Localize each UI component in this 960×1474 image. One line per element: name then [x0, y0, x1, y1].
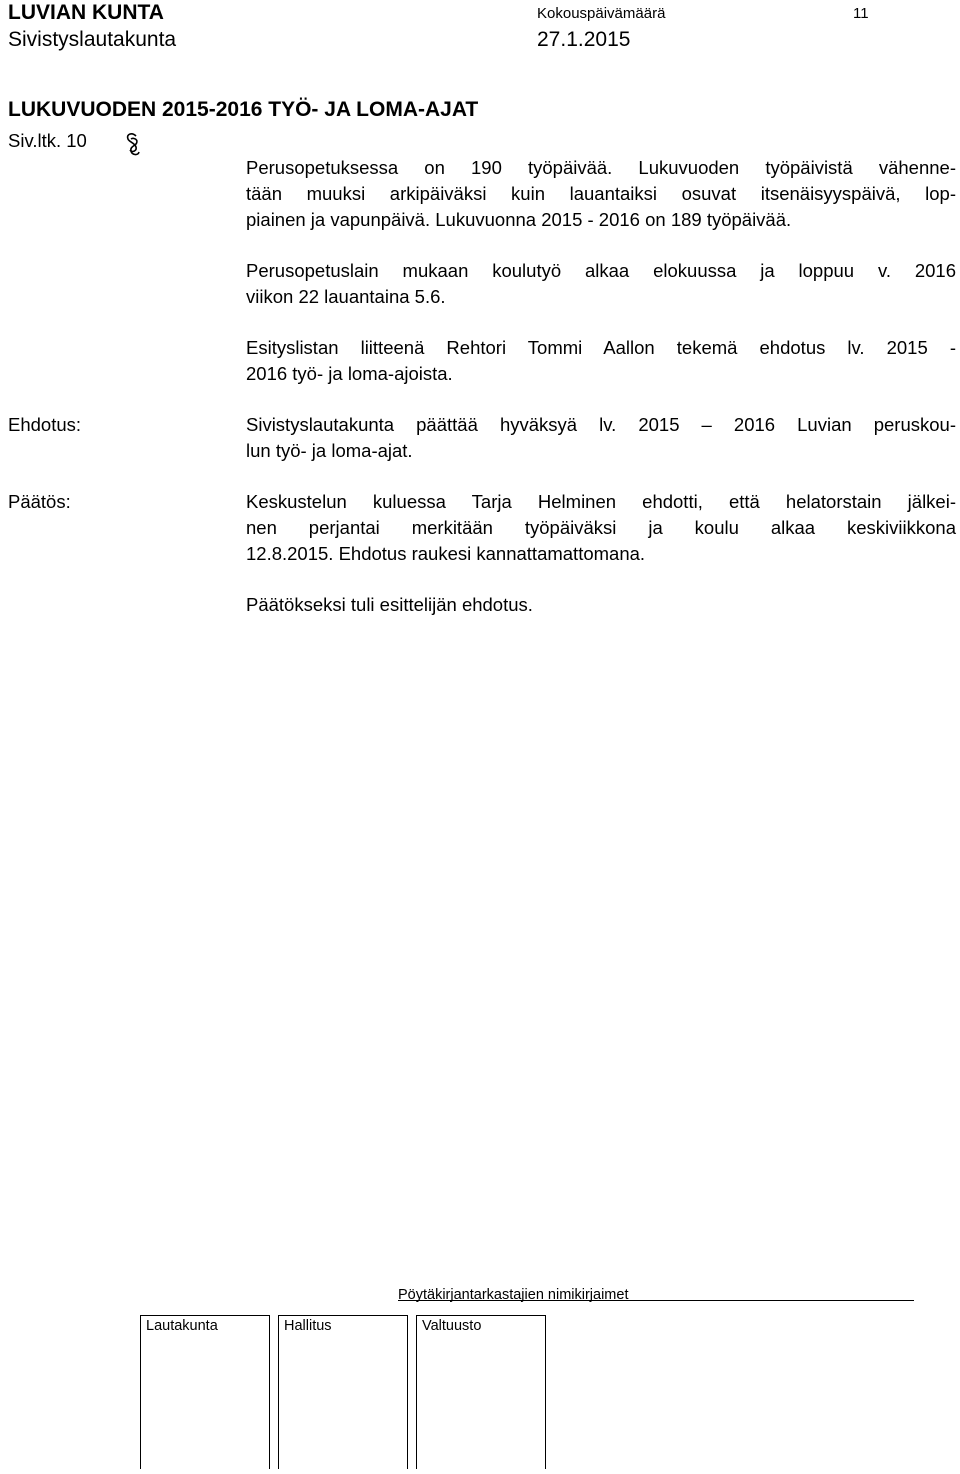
initials-box-hallitus: [278, 1315, 408, 1469]
text-line: piainen ja vapunpäivä. Lukuvuonna 2015 - 2016 on 189 työpäivää.: [246, 209, 792, 230]
text-line: viikon 22 lauantaina 5.6.: [246, 286, 446, 307]
text-line: Perusopetuslain mukaan koulutyö alkaa elokuussa ja loppuu v. 2016: [246, 260, 956, 281]
paragraph-discussion: [246, 489, 956, 567]
footer-column-label: Valtuusto: [422, 1318, 482, 1334]
text-line: lun työ- ja loma-ajat.: [246, 440, 413, 461]
text-line: Päätökseksi tuli esittelijän ehdotus.: [246, 594, 533, 615]
footer-column-label: Lautakunta: [146, 1318, 218, 1334]
paragraph-sign-icon: [120, 130, 146, 160]
paragraph-workdays: [246, 155, 956, 233]
meeting-date-label: Kokouspäivämäärä: [537, 5, 666, 22]
text-line: Perusopetuksessa on 190 työpäivää. Lukuvuoden työpäivistä vähenne-: [246, 157, 956, 178]
text-line: 2016 työ- ja loma-ajoista.: [246, 363, 453, 384]
document-title: LUKUVUODEN 2015-2016 TYÖ- JA LOMA-AJAT: [8, 98, 479, 121]
initials-box-lautakunta: [140, 1315, 270, 1469]
organization-name: LUVIAN KUNTA: [8, 1, 164, 24]
decision-label: Päätös:: [8, 491, 71, 512]
initials-box-valtuusto: [416, 1315, 546, 1469]
text-line: Keskustelun kuluessa Tarja Helminen ehdotti, että helatorstain jälkei-: [246, 491, 956, 512]
text-line: nen perjantai merkitään työpäiväksi ja koulu alkaa keskiviikkona: [246, 517, 956, 538]
agenda-reference: Siv.ltk. 10: [8, 130, 87, 151]
text-line: 12.8.2015. Ehdotus raukesi kannattamattomana.: [246, 543, 646, 564]
text-line: tään muuksi arkipäiväksi kuin lauantaiksi osuvat itsenäisyyspäivä, lop-: [246, 183, 956, 204]
paragraph-proposal: [246, 412, 956, 464]
page-number: 11: [853, 5, 869, 22]
paragraph-school-year-law: [246, 258, 956, 310]
meeting-date: 27.1.2015: [537, 28, 631, 51]
proposal-label: Ehdotus:: [8, 414, 82, 435]
paragraph-attachment: [246, 335, 956, 387]
footer-title: Pöytäkirjantarkastajien nimikirjaimet: [398, 1287, 629, 1303]
footer-column-label: Hallitus: [284, 1318, 332, 1334]
footer-divider: [398, 1300, 914, 1301]
department-name: Sivistyslautakunta: [8, 28, 177, 51]
text-line: Esityslistan liitteenä Rehtori Tommi Aallon tekemä ehdotus lv. 2015 -: [246, 337, 956, 358]
text-line: Sivistyslautakunta päättää hyväksyä lv. 2015 – 2016 Luvian peruskou-: [246, 414, 956, 435]
paragraph-decision: [246, 592, 956, 618]
